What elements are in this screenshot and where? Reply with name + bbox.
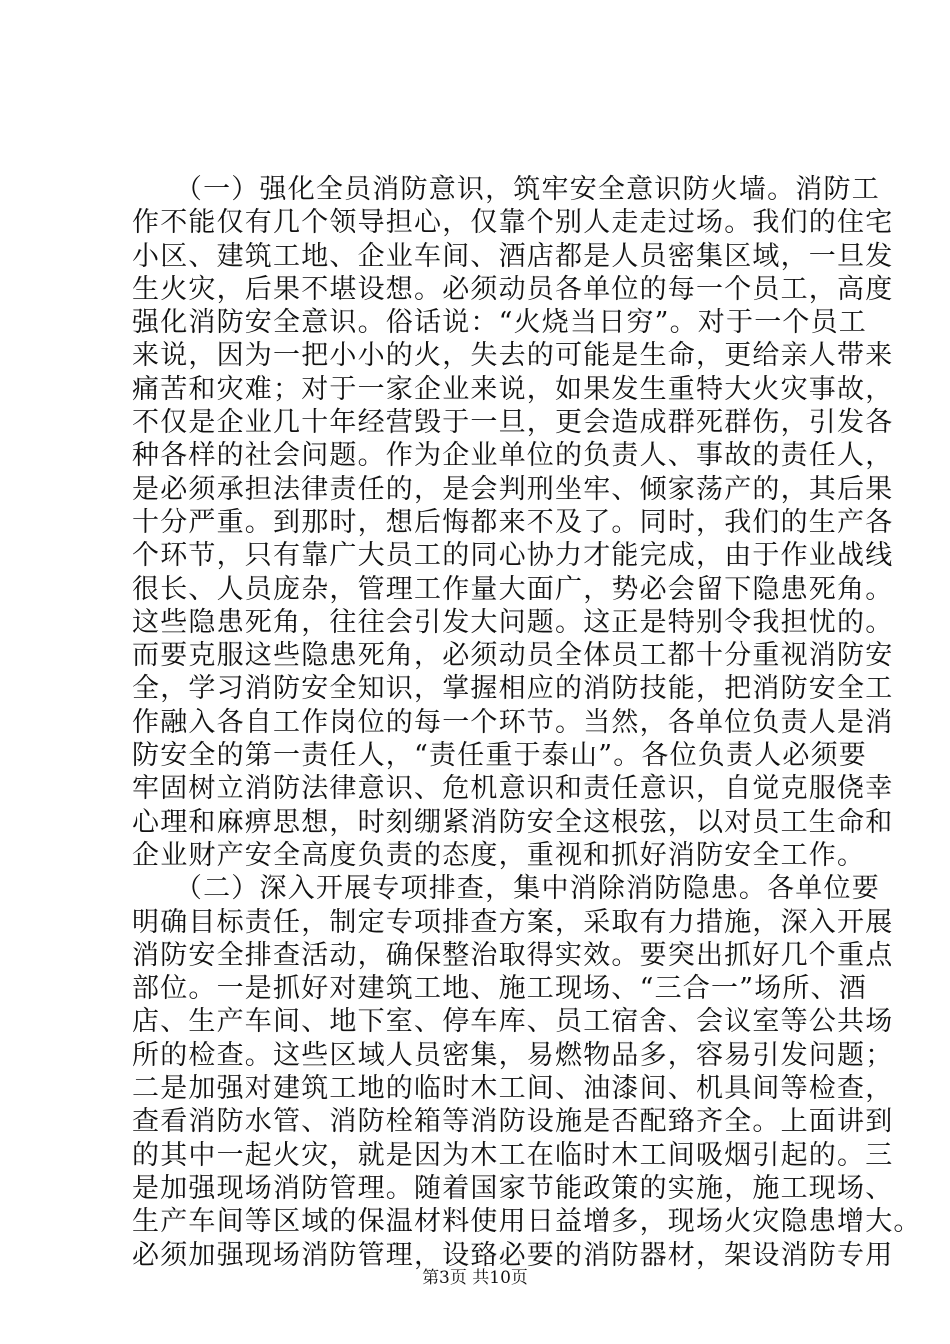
text-line: 十分严重。到那时，想后悔都来不及了。同时，我们的生产各 — [132, 506, 894, 538]
body-text — [132, 173, 922, 1272]
text-line: 必须加强现场消防管理，设臵必要的消防器材，架设消防专用 — [132, 1239, 894, 1271]
text-line: 防安全的第一责任人，“责任重于泰山”。各位负责人必须要 — [132, 740, 868, 772]
text-line: 心理和麻痹思想，时刻绷紧消防安全这根弦，以对员工生命和 — [132, 806, 894, 838]
text-line: 牢固树立消防法律意识、危机意识和责任意识，自觉克服侥幸 — [132, 773, 894, 805]
text-line: 部位。一是抓好对建筑工地、施工现场、“三合一”场所、酒 — [132, 973, 868, 1005]
text-line: 痛苦和灾难；对于一家企业来说，如果发生重特大火灾事故， — [132, 373, 894, 405]
text-line: 种各样的社会问题。作为企业单位的负责人、事故的责任人， — [132, 440, 894, 472]
text-line: 作不能仅有几个领导担心，仅靠个别人走走过场。我们的住宅 — [132, 207, 894, 239]
text-line: 是必须承担法律责任的，是会判刑坐牢、倾家荡产的，其后果 — [132, 473, 894, 505]
text-line: 而要克服这些隐患死角，必须动员全体员工都十分重视消防安 — [132, 640, 894, 672]
text-line: 生产车间等区域的保温材料使用日益增多，现场火灾隐患增大。 — [132, 1206, 922, 1238]
text-line: 强化消防安全意识。俗话说：“火烧当日穷”。对于一个员工 — [132, 307, 868, 339]
text-line: 的其中一起火灾，就是因为木工在临时木工间吸烟引起的。三 — [132, 1139, 894, 1171]
text-line: 消防安全排查活动，确保整治取得实效。要突出抓好几个重点 — [132, 939, 894, 971]
text-line: 企业财产安全高度负责的态度，重视和抓好消防安全工作。 — [132, 839, 866, 871]
text-line: 作融入各自工作岗位的每一个环节。当然，各单位负责人是消 — [132, 706, 894, 738]
text-line: 店、生产车间、地下室、停车库、员工宿舍、会议室等公共场 — [132, 1006, 894, 1038]
text-line: 二是加强对建筑工地的临时木工间、油漆间、机具间等检查， — [132, 1073, 894, 1105]
page-footer: 第3页 共10页 — [422, 1268, 528, 1288]
text-line: 全，学习消防安全知识，掌握相应的消防技能，把消防安全工 — [132, 673, 894, 705]
text-line: 来说，因为一把小小的火，失去的可能是生命，更给亲人带来 — [132, 340, 894, 372]
text-line: 查看消防水管、消防栓箱等消防设施是否配臵齐全。上面讲到 — [132, 1106, 894, 1138]
text-line: 个环节，只有靠广大员工的同心协力才能完成，由于作业战线 — [132, 540, 894, 572]
text-line: 是加强现场消防管理。随着国家节能政策的实施，施工现场、 — [132, 1172, 894, 1204]
text-line: 不仅是企业几十年经营毁于一旦，更会造成群死群伤，引发各 — [132, 407, 894, 439]
text-line: 生火灾，后果不堪设想。必须动员各单位的每一个员工，高度 — [132, 273, 894, 305]
text-line: （二）深入开展专项排查，集中消除消防隐患。各单位要 — [132, 873, 880, 905]
text-line: 明确目标责任，制定专项排查方案，采取有力措施，深入开展 — [132, 906, 894, 938]
text-line: 所的检查。这些区域人员密集，易燃物品多，容易引发问题； — [132, 1039, 894, 1071]
text-line: 小区、建筑工地、企业车间、酒店都是人员密集区域，一旦发 — [132, 240, 894, 272]
text-line: 很长、人员庞杂，管理工作量大面广，势必会留下隐患死角。 — [132, 573, 894, 605]
text-line: （一）强化全员消防意识，筑牢安全意识防火墙。消防工 — [132, 174, 880, 205]
text-line: 这些隐患死角，往往会引发大问题。这正是特别令我担忧的。 — [132, 606, 894, 638]
